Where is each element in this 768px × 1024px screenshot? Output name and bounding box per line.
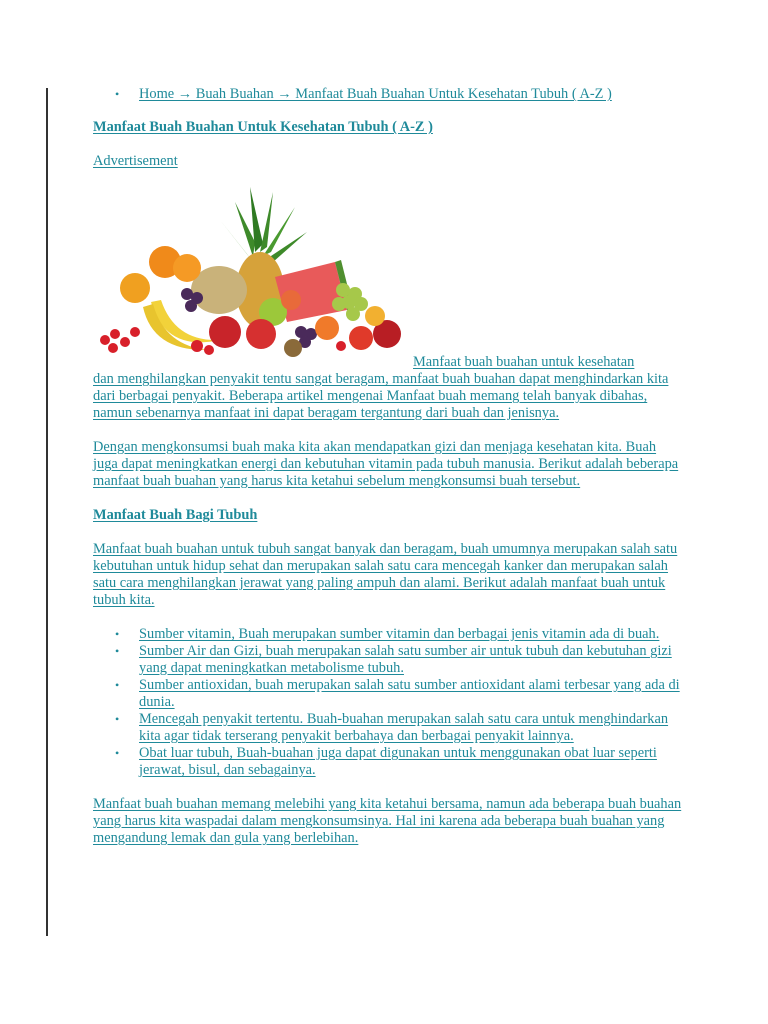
list-item — [115, 745, 683, 779]
paragraph-benefits-intro — [93, 541, 683, 609]
bullet-icon: • — [115, 746, 120, 760]
breadcrumb-link[interactable]: Home → Buah Buahan → Manfaat Buah Buahan Untuk Kesehatan Tubuh ( A-Z ) — [139, 86, 612, 102]
red-apple — [209, 316, 241, 348]
paragraph-nutrition-link[interactable]: Dengan mengkonsumsi buah maka kita akan mendapatkan gizi dan menjaga kesehatan kita. Buah juga dapat meningkatkan energi dan kebutuhan vitamin pada tubuh manusia. Berikut adalah beberapa manfaat buah buahan yang harus kita ketahui sebelum mengkonsumsi buah tersebut. — [93, 439, 679, 489]
fruit-image — [95, 182, 407, 360]
benefit-link[interactable]: Sumber vitamin, Buah merupakan sumber vitamin dan berbagai jenis vitamin ada di buah. — [139, 626, 660, 642]
closing-link[interactable]: Manfaat buah buahan memang melebihi yang kita ketahui bersama, namun ada beberapa buah buahan yang harus kita waspadai dalam mengkonsumsinya. Hal ini karena ada beberapa buah buahan yang mengandung lemak dan gula yang berlebihan. — [93, 796, 682, 846]
green-grapes — [332, 283, 368, 321]
bullet-icon: • — [115, 644, 120, 658]
document-page — [93, 86, 683, 847]
list-item — [115, 711, 683, 745]
breadcrumb-item — [115, 86, 683, 103]
advertisement-label — [93, 153, 683, 170]
intro-link-2[interactable]: dan menghilangkan penyakit tentu sangat beragam, manfaat buah buahan dapat menghindarkan kita dari berbagai penyakit. Beberapa artikel mengenai Manfaat buah memang telah banyak dibahas, namun sebenarnya manfaat ini dapat beragam tergantung dari buah dan jenisnya. — [93, 371, 669, 421]
breadcrumb — [115, 86, 683, 103]
page-title — [93, 119, 683, 136]
list-item — [115, 677, 683, 711]
closing-paragraph — [93, 796, 683, 847]
bullet-icon: • — [115, 678, 120, 692]
page-margin-line — [46, 88, 48, 936]
list-item — [115, 643, 683, 677]
intro-paragraph — [93, 371, 683, 422]
benefits-list — [115, 626, 683, 779]
paragraph-benefits-link[interactable]: Manfaat buah buahan untuk tubuh sangat banyak dan beragam, buah umumnya merupakan salah satu kebutuhan untuk hidup sehat dan merupakan salah satu cara mencegah kanker dan merupakan salah satu cara menghilangkan jerawat yang paling ampuh dan alami. Berikut adalah manfaat buah untuk tubuh kita. — [93, 541, 678, 608]
section-heading-link[interactable]: Manfaat Buah Bagi Tubuh — [93, 507, 258, 523]
bullet-icon: • — [115, 712, 120, 726]
pineapple-leaves — [220, 187, 307, 262]
benefit-link[interactable]: Sumber antioxidan, buah merupakan salah satu sumber antioxidant alami terbesar yang ada di dunia. — [139, 677, 680, 710]
list-item — [115, 626, 683, 643]
section-heading — [93, 507, 683, 524]
advertisement-link[interactable]: Advertisement — [93, 153, 178, 169]
fruit-illustration — [95, 182, 407, 360]
page-title-link[interactable]: Manfaat Buah Buahan Untuk Kesehatan Tubuh ( A-Z ) — [93, 119, 433, 135]
bullet-icon: • — [115, 627, 120, 641]
bullet-icon: • — [115, 87, 120, 101]
intro-link-1[interactable]: Manfaat buah buahan untuk kesehatan — [413, 354, 635, 370]
benefit-link[interactable]: Sumber Air dan Gizi, buah merupakan salah satu sumber air untuk tubuh dan kebutuhan gizi yang dapat meningkatkan metabolisme tubuh. — [139, 643, 672, 676]
benefit-link[interactable]: Obat luar tubuh, Buah-buahan juga dapat digunakan untuk menggunakan obat luar seperti jerawat, bisul, dan sebagainya. — [139, 745, 657, 778]
paragraph-nutrition — [93, 439, 683, 490]
benefit-link[interactable]: Mencegah penyakit tertentu. Buah-buahan merupakan salah satu cara untuk menghindarkan kita agar tidak terserang penyakit berbahaya dan berbagai penyakit lainnya. — [139, 711, 669, 744]
